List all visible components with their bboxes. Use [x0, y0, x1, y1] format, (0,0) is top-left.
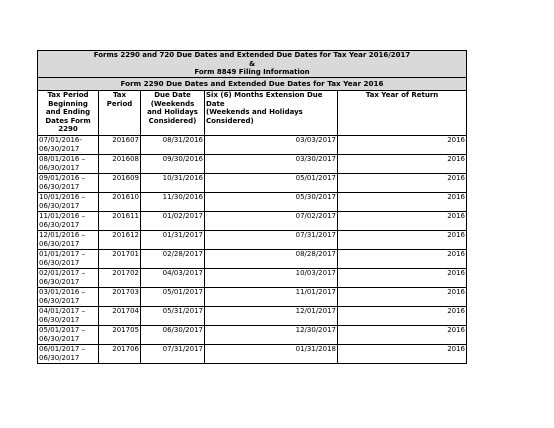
cell-tax-period: 201704 [99, 307, 141, 326]
period-range-line: 06/30/2017 [39, 239, 80, 248]
period-range-line: 06/30/2017 [39, 296, 80, 305]
table-row [38, 136, 467, 155]
cell-due-date: 10/31/2016 [141, 174, 205, 193]
period-range-line: 10/01/2016 – [39, 193, 86, 201]
cell-period-range [38, 250, 99, 269]
cell-period-range [38, 193, 99, 212]
cell-tax-year: 2016 [338, 250, 467, 269]
header-line: Dates Form [45, 116, 91, 125]
cell-tax-period: 201607 [99, 136, 141, 155]
cell-due-date: 02/28/2017 [141, 250, 205, 269]
cell-period-range [38, 155, 99, 174]
cell-tax-year: 2016 [338, 174, 467, 193]
cell-tax-year: 2016 [338, 326, 467, 345]
cell-period-range [38, 269, 99, 288]
period-range-line: 07/01/2016- [39, 136, 82, 144]
cell-due-date: 07/31/2017 [141, 345, 205, 364]
banner-ampersand: & [248, 59, 256, 68]
table-subtitle: Form 2290 Due Dates and Extended Due Dates for Tax Year 2016 [38, 78, 467, 91]
period-range-line: 06/30/2017 [39, 258, 80, 267]
period-range-line: 12/01/2016 – [39, 231, 86, 239]
table-row [38, 326, 467, 345]
period-range-line: 09/01/2016 – [39, 174, 86, 182]
header-line: Six (6) Months Extension Due Date [206, 91, 323, 108]
table-row [38, 231, 467, 250]
header-line: Tax Period [106, 91, 133, 108]
cell-extension-due-date: 11/01/2017 [205, 288, 338, 307]
period-range-line: 03/01/2016 – [39, 288, 86, 296]
period-range-line: 02/01/2017 – [39, 269, 86, 277]
cell-tax-period: 201706 [99, 345, 141, 364]
header-period-range [38, 91, 99, 136]
table-row [38, 250, 467, 269]
cell-due-date: 06/30/2017 [141, 326, 205, 345]
header-line: and Holidays [147, 108, 198, 116]
header-line: Considered) [148, 116, 197, 125]
cell-tax-year: 2016 [338, 193, 467, 212]
cell-period-range [38, 326, 99, 345]
header-line: 2290 [58, 125, 78, 133]
period-range-line: 05/01/2017 – [39, 326, 86, 334]
cell-tax-period: 201612 [99, 231, 141, 250]
cell-period-range [38, 345, 99, 364]
cell-due-date: 01/31/2017 [141, 231, 205, 250]
cell-tax-year: 2016 [338, 307, 467, 326]
cell-tax-year: 2016 [338, 269, 467, 288]
cell-period-range [38, 212, 99, 231]
cell-extension-due-date: 07/02/2017 [205, 212, 338, 231]
cell-tax-year: 2016 [338, 345, 467, 364]
cell-due-date: 09/30/2016 [141, 155, 205, 174]
cell-due-date: 05/01/2017 [141, 288, 205, 307]
cell-tax-period: 201610 [99, 193, 141, 212]
cell-extension-due-date: 07/31/2017 [205, 231, 338, 250]
header-tax-period [99, 91, 141, 136]
cell-tax-period: 201705 [99, 326, 141, 345]
header-line: Tax Period [47, 91, 89, 99]
period-range-line: 06/01/2017 – [39, 345, 86, 353]
period-range-line: 06/30/2017 [39, 182, 80, 191]
cell-extension-due-date: 10/03/2017 [205, 269, 338, 288]
header-line: and Ending [45, 108, 91, 116]
cell-period-range [38, 307, 99, 326]
table-subtitle-row [38, 78, 467, 91]
table-row [38, 288, 467, 307]
table-row [38, 307, 467, 326]
table-row [38, 174, 467, 193]
period-range-line: 04/01/2017 – [39, 307, 86, 315]
period-range-line: 11/01/2016 – [39, 212, 86, 220]
table-banner [38, 51, 467, 78]
period-range-line: 06/30/2017 [39, 277, 80, 286]
table-row [38, 269, 467, 288]
header-extension-due-date [205, 91, 338, 136]
header-line: Beginning [48, 99, 88, 108]
cell-tax-year: 2016 [338, 155, 467, 174]
period-range-line: 08/01/2016 – [39, 155, 86, 163]
period-range-line: 06/30/2017 [39, 201, 80, 210]
cell-extension-due-date: 03/30/2017 [205, 155, 338, 174]
banner-title: Forms 2290 and 720 Due Dates and Extended Due Dates for Tax Year 2016/2017 [93, 51, 411, 60]
cell-due-date: 11/30/2016 [141, 193, 205, 212]
table-body [38, 136, 467, 364]
cell-tax-period: 201702 [99, 269, 141, 288]
banner-cell [38, 51, 467, 78]
header-line: (Weekends [150, 99, 195, 108]
cell-period-range [38, 174, 99, 193]
cell-due-date: 04/03/2017 [141, 269, 205, 288]
cell-tax-year: 2016 [338, 288, 467, 307]
cell-period-range [38, 288, 99, 307]
header-tax-year [338, 91, 467, 136]
period-range-line: 06/30/2017 [39, 220, 80, 229]
cell-due-date: 01/02/2017 [141, 212, 205, 231]
cell-extension-due-date: 12/01/2017 [205, 307, 338, 326]
header-line: Tax Year of Return [365, 91, 439, 99]
cell-extension-due-date: 01/31/2018 [205, 345, 338, 364]
period-range-line: 06/30/2017 [39, 144, 80, 153]
cell-extension-due-date: 03/03/2017 [205, 136, 338, 155]
cell-tax-year: 2016 [338, 231, 467, 250]
cell-tax-period: 201703 [99, 288, 141, 307]
table-row [38, 193, 467, 212]
period-range-line: 06/30/2017 [39, 315, 80, 324]
header-line: Due Date [154, 91, 191, 99]
column-header-row [38, 91, 467, 136]
cell-tax-period: 201608 [99, 155, 141, 174]
header-due-date [141, 91, 205, 136]
cell-extension-due-date: 12/30/2017 [205, 326, 338, 345]
cell-due-date: 08/31/2016 [141, 136, 205, 155]
table-row [38, 345, 467, 364]
cell-tax-year: 2016 [338, 136, 467, 155]
cell-tax-period: 201609 [99, 174, 141, 193]
table-row [38, 155, 467, 174]
cell-tax-period: 201611 [99, 212, 141, 231]
cell-period-range [38, 231, 99, 250]
header-line: Considered) [206, 116, 254, 125]
cell-tax-period: 201701 [99, 250, 141, 269]
period-range-line: 06/30/2017 [39, 353, 80, 362]
banner-subtitle: Form 8849 Filing Information [194, 68, 310, 77]
period-range-line: 06/30/2017 [39, 163, 80, 172]
period-range-line: 06/30/2017 [39, 334, 80, 343]
due-dates-table [37, 50, 467, 364]
cell-extension-due-date: 05/01/2017 [205, 174, 338, 193]
table-row [38, 212, 467, 231]
cell-extension-due-date: 05/30/2017 [205, 193, 338, 212]
cell-extension-due-date: 08/28/2017 [205, 250, 338, 269]
period-range-line: 01/01/2017 – [39, 250, 86, 258]
cell-period-range [38, 136, 99, 155]
cell-due-date: 05/31/2017 [141, 307, 205, 326]
cell-tax-year: 2016 [338, 212, 467, 231]
header-line: (Weekends and Holidays [206, 108, 303, 116]
